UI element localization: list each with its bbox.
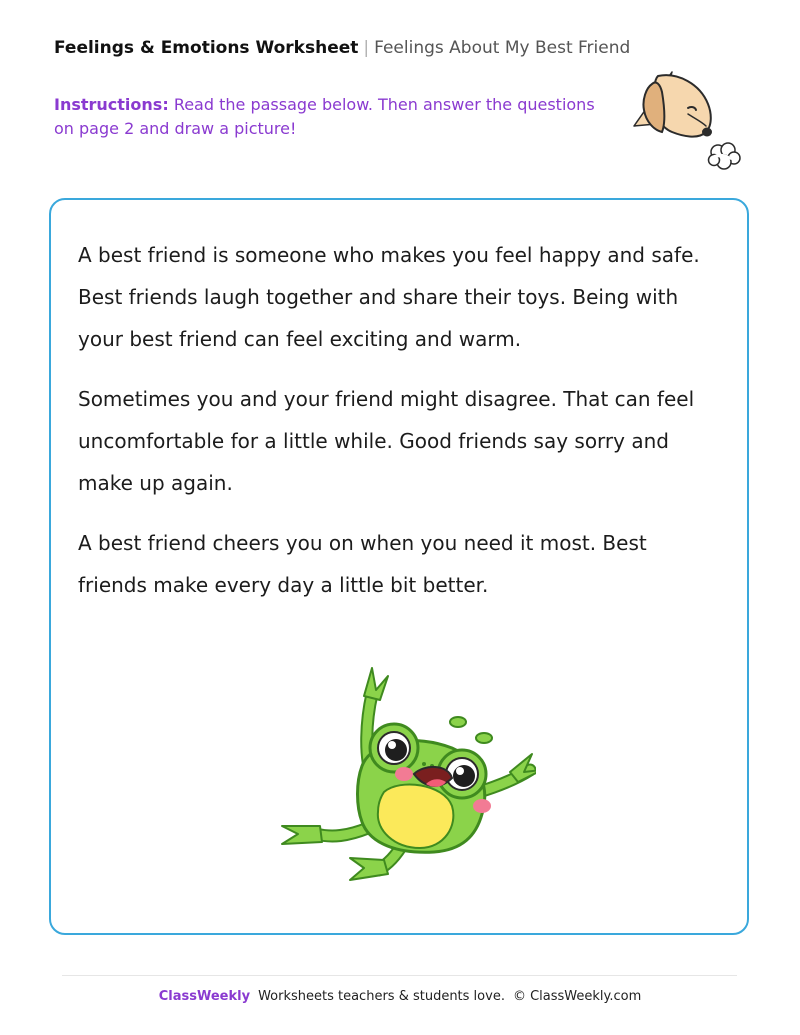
page-footer [0, 989, 800, 1004]
page-header [54, 37, 630, 59]
footer-brand: ClassWeekly [158, 989, 251, 1004]
worksheet-title: Feelings & Emotions Worksheet [54, 38, 359, 58]
instructions-label: Instructions: [54, 95, 169, 114]
footer-divider [62, 975, 737, 976]
footer-tagline: Worksheets teachers & students love. [258, 989, 505, 1004]
title-separator: | [363, 38, 370, 58]
jumping-frog-icon [276, 660, 536, 885]
passage-paragraph-1: A best friend is someone who makes you feel happy and safe. Best friends laugh together and share their toys. Being with your best friend can feel exciting and warm. [78, 243, 700, 351]
worksheet-subtitle: Feelings About My Best Friend [374, 38, 631, 58]
passage-box [49, 198, 749, 935]
instructions-text: Read the passage below. Then answer the questions on page 2 and draw a picture! [54, 95, 595, 138]
reading-passage [78, 234, 718, 624]
instructions [54, 93, 614, 141]
dog-sniffing-icon [628, 66, 748, 178]
footer-copyright: © ClassWeekly.com [512, 989, 642, 1004]
passage-paragraph-2: Sometimes you and your friend might disagree. That can feel uncomfortable for a little while. Good friends say sorry and make up again. [78, 387, 695, 495]
passage-paragraph-3: A best friend cheers you on when you need it most. Best friends make every day a little bit better. [78, 531, 647, 597]
